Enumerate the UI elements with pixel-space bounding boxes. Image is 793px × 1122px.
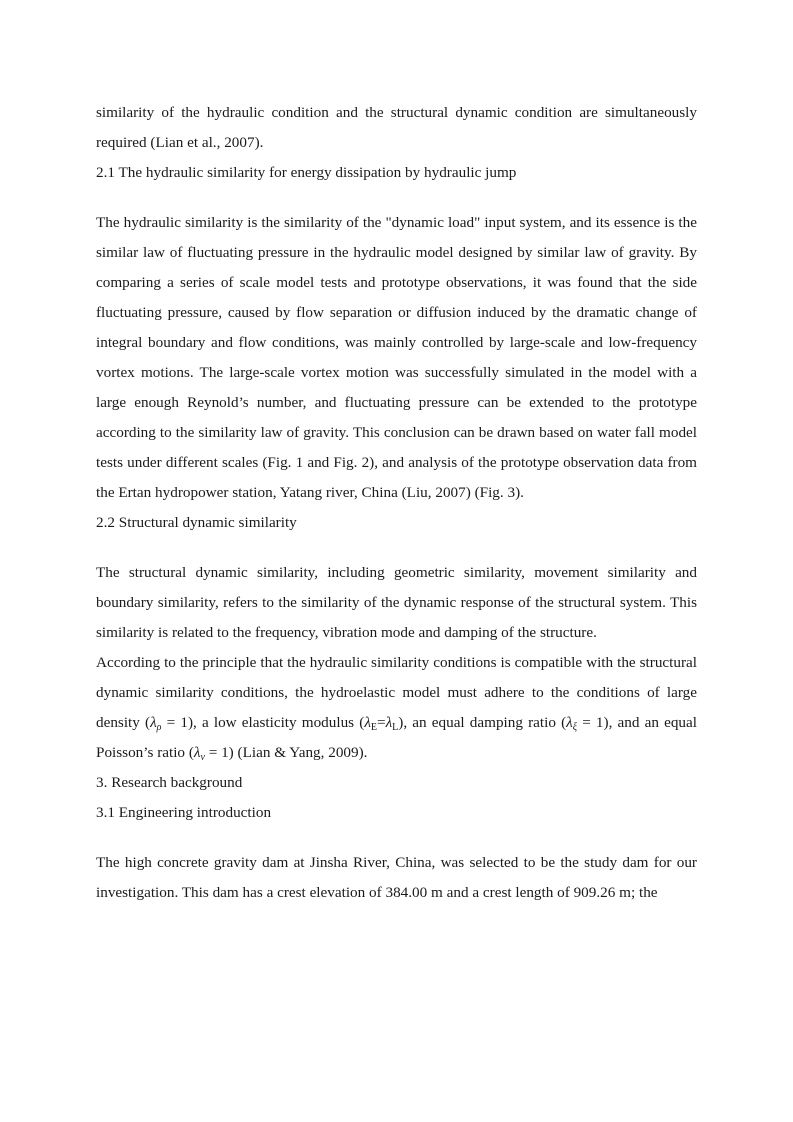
rho-symbol: ρ <box>156 722 162 733</box>
text-span: = 1), a low elasticity modulus ( <box>161 714 365 731</box>
paragraph-structural-dynamic-similarity: The structural dynamic similarity, including geometric similarity, movement similarity and boundary similarity, refers to the similarity of the dynamic response of the structural system. This similarity is related to the frequency, vibration mode and damping of the structure. <box>96 564 697 641</box>
paragraph-continuation: similarity of the hydraulic condition and the structural dynamic condition are simultaneously required (Lian et al., 2007). <box>96 104 697 151</box>
lambda-symbol: λ <box>566 714 573 731</box>
section-heading-3: 3. Research background <box>96 774 243 791</box>
lambda-symbol: λ <box>193 744 201 761</box>
paper-page <box>96 98 697 908</box>
text-span: = 1), and an equal Poisson’s ratio ( <box>96 714 697 761</box>
e-subscript: E <box>370 722 377 733</box>
text-span: According to the principle that the hydraulic similarity conditions is compatible with the structural dynamic similarity conditions, the hydroelastic model must adhere to the conditions of large density ( <box>96 654 697 731</box>
section-heading-2-2: 2.2 Structural dynamic similarity <box>96 514 297 531</box>
lambda-symbol: λ <box>150 714 157 731</box>
lambda-symbol: λ <box>385 714 393 731</box>
text-span: = 1) (Lian & Yang, 2009). <box>204 744 368 761</box>
v-symbol: v <box>200 752 205 763</box>
paragraph-hydraulic-similarity: The hydraulic similarity is the similarity of the "dynamic load" input system, and its essence is the similar law of fluctuating pressure in the hydraulic model designed by similar law of gravity. By comparing a series of scale model tests and prototype observations, it was found that the side fluctuating pressure, caused by flow separation or diffusion induced by the dramatic change of integral boundary and flow conditions, was mainly controlled by large-scale and low-frequency vortex motions. The large-scale vortex motion was successfully simulated in the model with a large enough Reynold’s number, and fluctuating pressure can be extended to the prototype according to the similarity law of gravity. This conclusion can be drawn based on water fall model tests under different scales (Fig. 1 and Fig. 2), and analysis of the prototype observation data from the Ertan hydropower station, Yatang river, China (Liu, 2007) (Fig. 3). <box>96 214 697 501</box>
paragraph-engineering-introduction: The high concrete gravity dam at Jinsha River, China, was selected to be the study dam for our investigation. This dam has a crest elevation of 384.00 m and a crest length of 909.26 m; the <box>96 854 697 901</box>
text-span: ), an equal damping ratio ( <box>398 714 567 731</box>
section-heading-2-1: 2.1 The hydraulic similarity for energy dissipation by hydraulic jump <box>96 164 517 181</box>
section-heading-3-1: 3.1 Engineering introduction <box>96 804 272 821</box>
equals-sign: = <box>377 714 386 731</box>
l-subscript: L <box>392 722 399 733</box>
lambda-symbol: λ <box>364 714 371 731</box>
xi-symbol: ξ <box>572 722 578 733</box>
paragraph-similarity-conditions <box>96 648 697 768</box>
